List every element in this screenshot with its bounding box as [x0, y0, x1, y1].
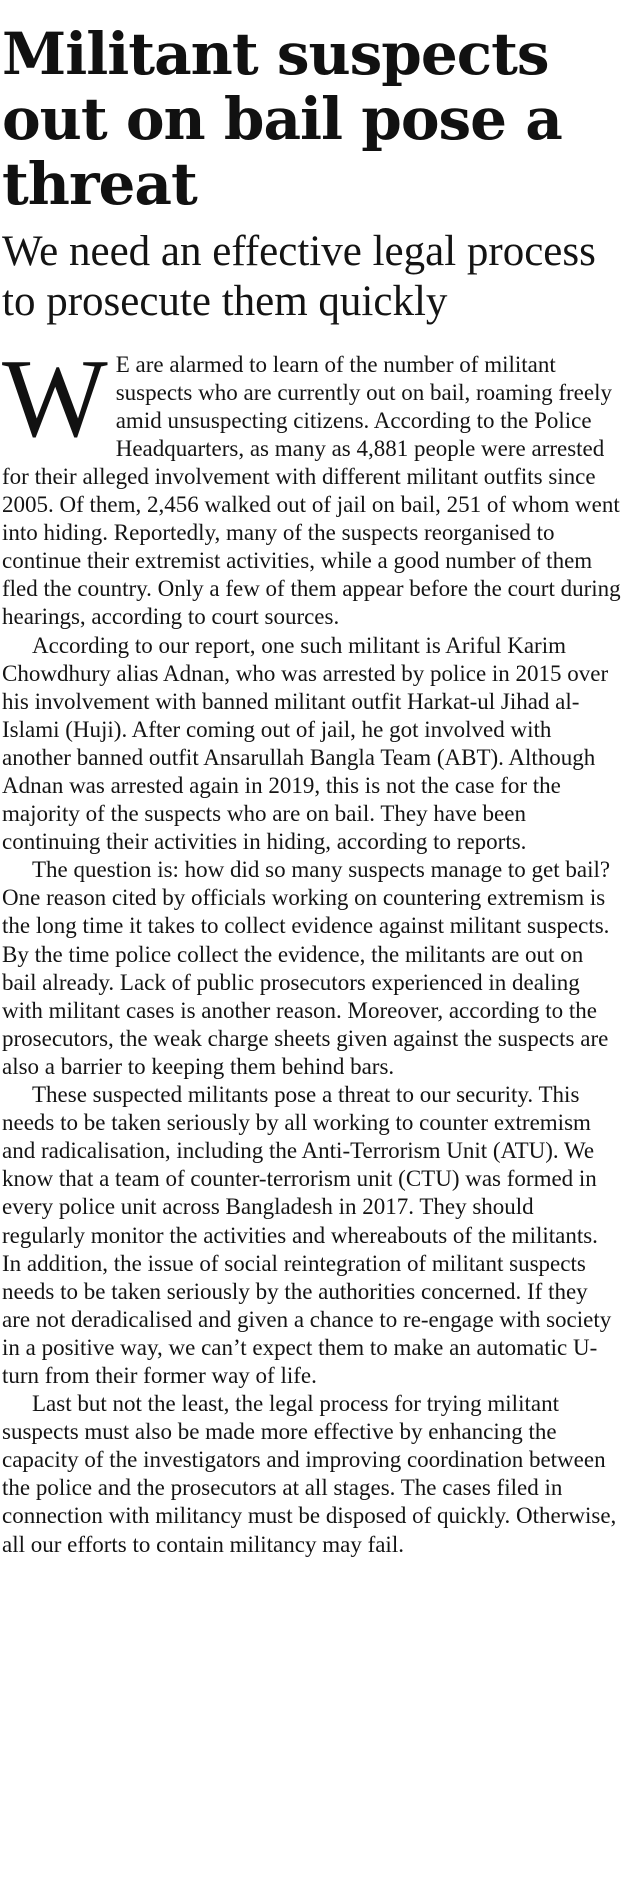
- paragraph-1: [2, 336, 621, 632]
- article-body: [2, 336, 621, 1559]
- paragraph-2: According to our report, one such militant is Ariful Karim Chowdhury alias Adnan, who was arrested by police in 2015 over his involvement with banned militant outfit Harkat-ul Jihad al-Islami (Huji). After coming out of jail, he got involved with another banned outfit Ansarullah Bangla Team (ABT). Although Adnan was arrested again in 2019, this is not the case for the majority of the suspects who are on bail. They have been continuing their activities in hiding, according to reports.: [2, 632, 609, 855]
- headline: Militant suspects out on bail pose a threat: [2, 20, 562, 218]
- drop-cap: W: [2, 336, 108, 461]
- paragraph-4: These suspected militants pose a threat to our security. This needs to be taken seriously by all working to counter extremism and radicalisation, including the Anti-Terrorism Unit (ATU). We know that a team of counter-terrorism unit (CTU) was formed in every police unit across Bangladesh in 2017. They should regularly monitor the activities and whereabouts of the militants. In addition, the issue of social reintegration of militant suspects needs to be taken seriously by the authorities concerned. If they are not deradicalised and given a chance to re-engage with society in a positive way, we can’t expect them to make an automatic U-turn from their former way of life.: [2, 1082, 612, 1388]
- subheadline: We need an effective legal process to prosecute them quickly: [2, 227, 596, 325]
- paragraph-3: The question is: how did so many suspects manage to get bail? One reason cited by officials working on countering extremism is the long time it takes to collect evidence against militant suspects. By the time police collect the evidence, the militants are out on bail already. Lack of public prosecutors experienced in dealing with militant cases is another reason. Moreover, according to the prosecutors, the weak charge sheets given against the suspects are also a barrier to keeping them behind bars.: [2, 857, 611, 1079]
- paragraph-5: Last but not the least, the legal process for trying militant suspects must also be made more effective by enhancing the capacity of the investigators and improving coordination between the police and the prosecutors at all stages. The cases filed in connection with militancy must be disposed of quickly. Otherwise, all our efforts to contain militancy may fail.: [2, 1391, 617, 1557]
- paragraph-1-text: E are alarmed to learn of the number of militant suspects who are currently out on bail, roaming freely amid unsuspecting citizens. According to the Police Headquarters, as many as 4,881 people were arrested for their alleged involvement with different militant outfits since 2005. Of them, 2,456 walked out of jail on bail, 251 of whom went into hiding. Reportedly, many of the suspects reorganised to continue their extremist activities, while a good number of them fled the country. Only a few of them appear before the court during hearings, according to court sources.: [2, 351, 621, 630]
